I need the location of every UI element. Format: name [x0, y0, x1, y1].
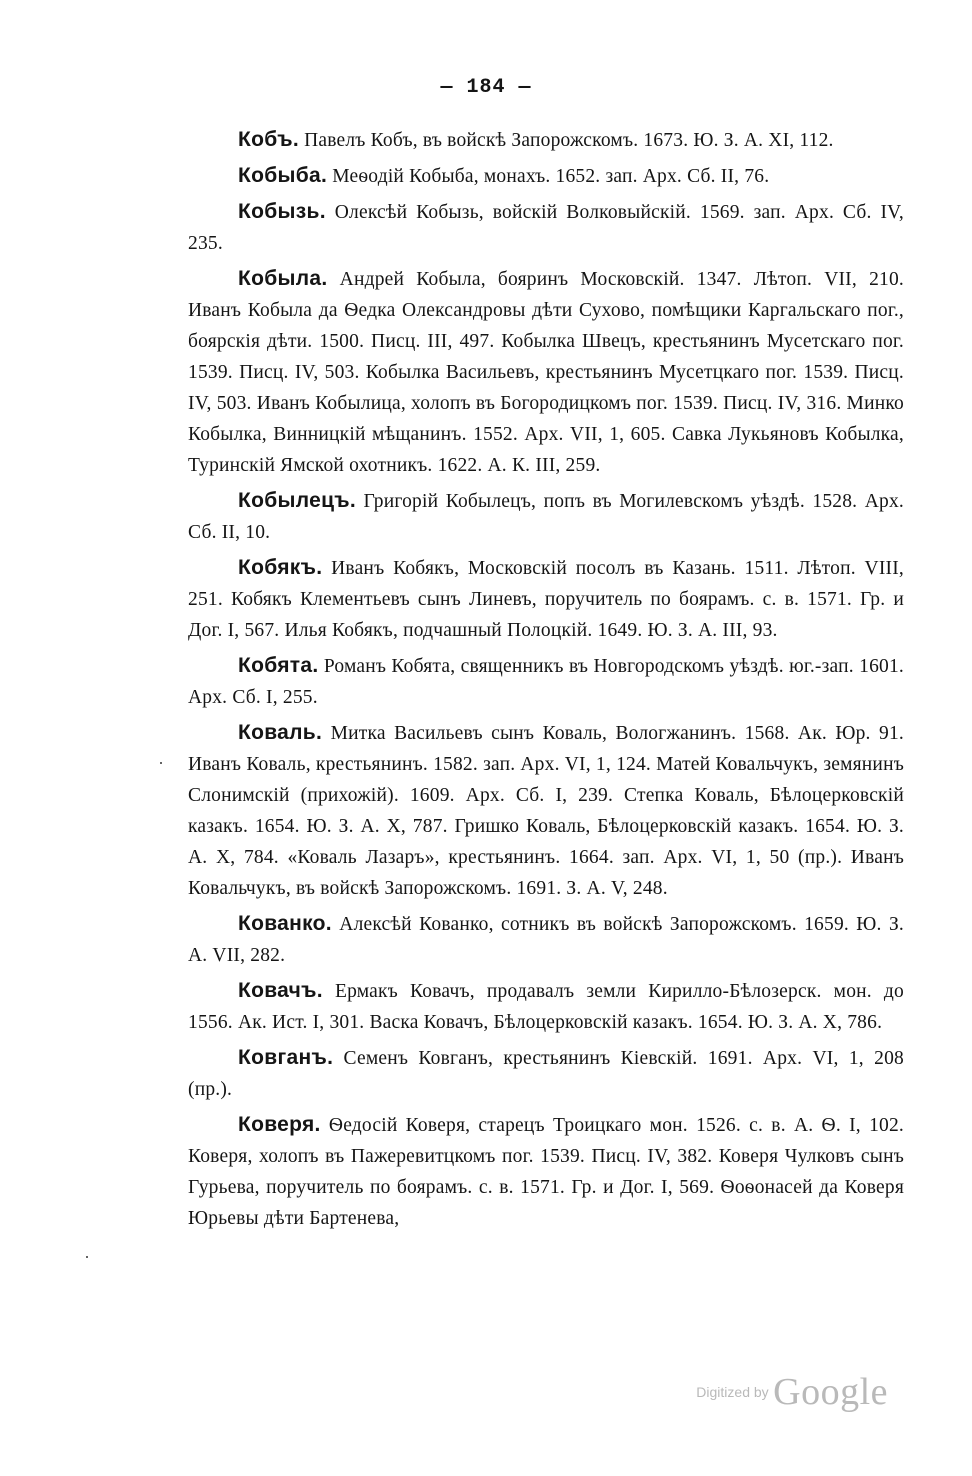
entry-headword: Кобыба.	[238, 164, 328, 187]
watermark-prefix: Digitized by	[696, 1384, 769, 1400]
page-number: — 184 —	[440, 76, 532, 99]
entry-headword: Кобята.	[238, 654, 319, 677]
entry-koval	[188, 717, 904, 904]
watermark-brand: Google	[773, 1371, 888, 1413]
entry-text: Олексѣй Кобызь, войскій Волковыйскій. 1569. зап. Арх. Сб. IV, 235.	[188, 202, 904, 254]
entry-headword: Кобякъ.	[238, 556, 323, 579]
entry-kobyz	[188, 196, 904, 259]
entry-headword: Кобылецъ.	[238, 489, 357, 512]
entry-text: Григорій Кобылецъ, попъ въ Могилевскомъ уѣздѣ. 1528. Арх. Сб. II, 10.	[188, 491, 904, 543]
entry-headword: Кобыла.	[238, 267, 328, 290]
entry-kob	[188, 124, 904, 156]
entry-kobyla	[188, 263, 904, 481]
dictionary-entries	[188, 124, 904, 1238]
entry-headword: Кобызь.	[238, 200, 326, 223]
entry-kobylets	[188, 485, 904, 548]
entry-text: Иванъ Кобякъ, Московскій посолъ въ Казань. 1511. Лѣтоп. VIII, 251. Кобякъ Клементьевъ сынъ Линевъ, поручитель по боярамъ. с. в. 1571. Гр. и Дог. I, 567. Илья Кобякъ, подчашный Полоцкій. 1649. Ю. З. А. III, 93.	[188, 558, 904, 641]
scan-speck	[86, 1256, 88, 1258]
entry-kovach	[188, 975, 904, 1038]
entry-text: Андрей Кобыла, бояринъ Московскій. 1347. Лѣтоп. VII, 210. Иванъ Кобыла да Ѳедка Олександровы дѣти Сухово, помѣщики Каргальскаго пог., боярскія дѣти. 1500. Писц. III, 497. Кобылка Швецъ, крестьянинъ Мусетскаго пог. 1539. Писц. IV, 503. Кобылка Васильевъ, крестьянинъ Мусетцкаго пог. 1539. Писц. IV, 503. Иванъ Кобылица, холопъ въ Богородицкомъ пог. 1539. Писц. IV, 316. Минко Кобылка, Винницкій мѣщанинъ. 1552. Арх. VII, 1, 605. Савка Лукьяновъ Кобылка, Туринскій Ямской охотникъ. 1622. А. К. III, 259.	[188, 269, 905, 476]
entry-text: Меѳодій Кобыба, монахъ. 1652. зап. Арх. Сб. II, 76.	[332, 166, 770, 187]
entry-headword: Коверя.	[238, 1113, 321, 1136]
scan-speck	[160, 762, 162, 764]
entry-text: Ѳедосій Коверя, старецъ Троицкаго мон. 1526. с. в. А. Ѳ. I, 102. Коверя, холопъ въ Пажеревитцкомъ пог. 1539. Писц. IV, 382. Коверя Чулковъ сынъ Гурьева, поручитель по боярамъ. с. в. 1571. Гр. и Дог. I, 569. Ѳоѳонасей да Коверя Юрьевы дѣти Бартенева,	[188, 1115, 905, 1229]
entry-headword: Кобъ.	[238, 128, 299, 151]
entry-kobyak	[188, 552, 904, 646]
digitized-by-google-watermark	[696, 1370, 888, 1414]
entry-text: Семенъ Ковганъ, крестьянинъ Кіевскій. 1691. Арх. VI, 1, 208 (пр.).	[188, 1048, 904, 1100]
entry-headword: Ковачъ.	[238, 979, 323, 1002]
entry-kobyata	[188, 650, 904, 713]
entry-headword: Ковганъ.	[238, 1046, 334, 1069]
entry-text: Митка Васильевъ сынъ Коваль, Вологжанинъ. 1568. Ак. Юр. 91. Иванъ Коваль, крестьянинъ. 1582. зап. Арх. VI, 1, 124. Матей Ковальчукъ, земянинъ Слонимскій (прихожій). 1609. Арх. Сб. I, 239. Степка Коваль, Бѣлоцерковскій казакъ. 1654. Ю. З. А. X, 787. Гришко Коваль, Бѣлоцерковскій казакъ. 1654. Ю. З. А. X, 784. «Коваль Лазаръ», крестьянинъ. 1664. зап. Арх. VI, 1, 50 (пр.). Иванъ Ковальчукъ, въ войскѣ Запорожскомъ. 1691. З. А. V, 248.	[188, 723, 904, 899]
entry-kovanko	[188, 908, 904, 971]
entry-headword: Коваль.	[238, 721, 323, 744]
entry-kovgan	[188, 1042, 904, 1105]
entry-text: Павелъ Кобъ, въ войскѣ Запорожскомъ. 1673. Ю. З. А. XI, 112.	[304, 130, 834, 151]
entry-text: Алексѣй Кованко, сотникъ въ войскѣ Запорожскомъ. 1659. Ю. З. А. VII, 282.	[188, 914, 904, 966]
entry-text: Романъ Кобята, священникъ въ Новгородскомъ уѣздѣ. юг.-зап. 1601. Арх. Сб. I, 255.	[188, 656, 905, 708]
entry-kobyba	[188, 160, 904, 192]
entry-headword: Кованко.	[238, 912, 332, 935]
entry-text: Ермакъ Ковачъ, продавалъ земли Кирилло-Бѣлозерск. мон. до 1556. Ак. Ист. I, 301. Васка Ковачъ, Бѣлоцерковскій казакъ. 1654. Ю. З. А. X, 786.	[188, 981, 905, 1033]
entry-koverya	[188, 1109, 904, 1234]
